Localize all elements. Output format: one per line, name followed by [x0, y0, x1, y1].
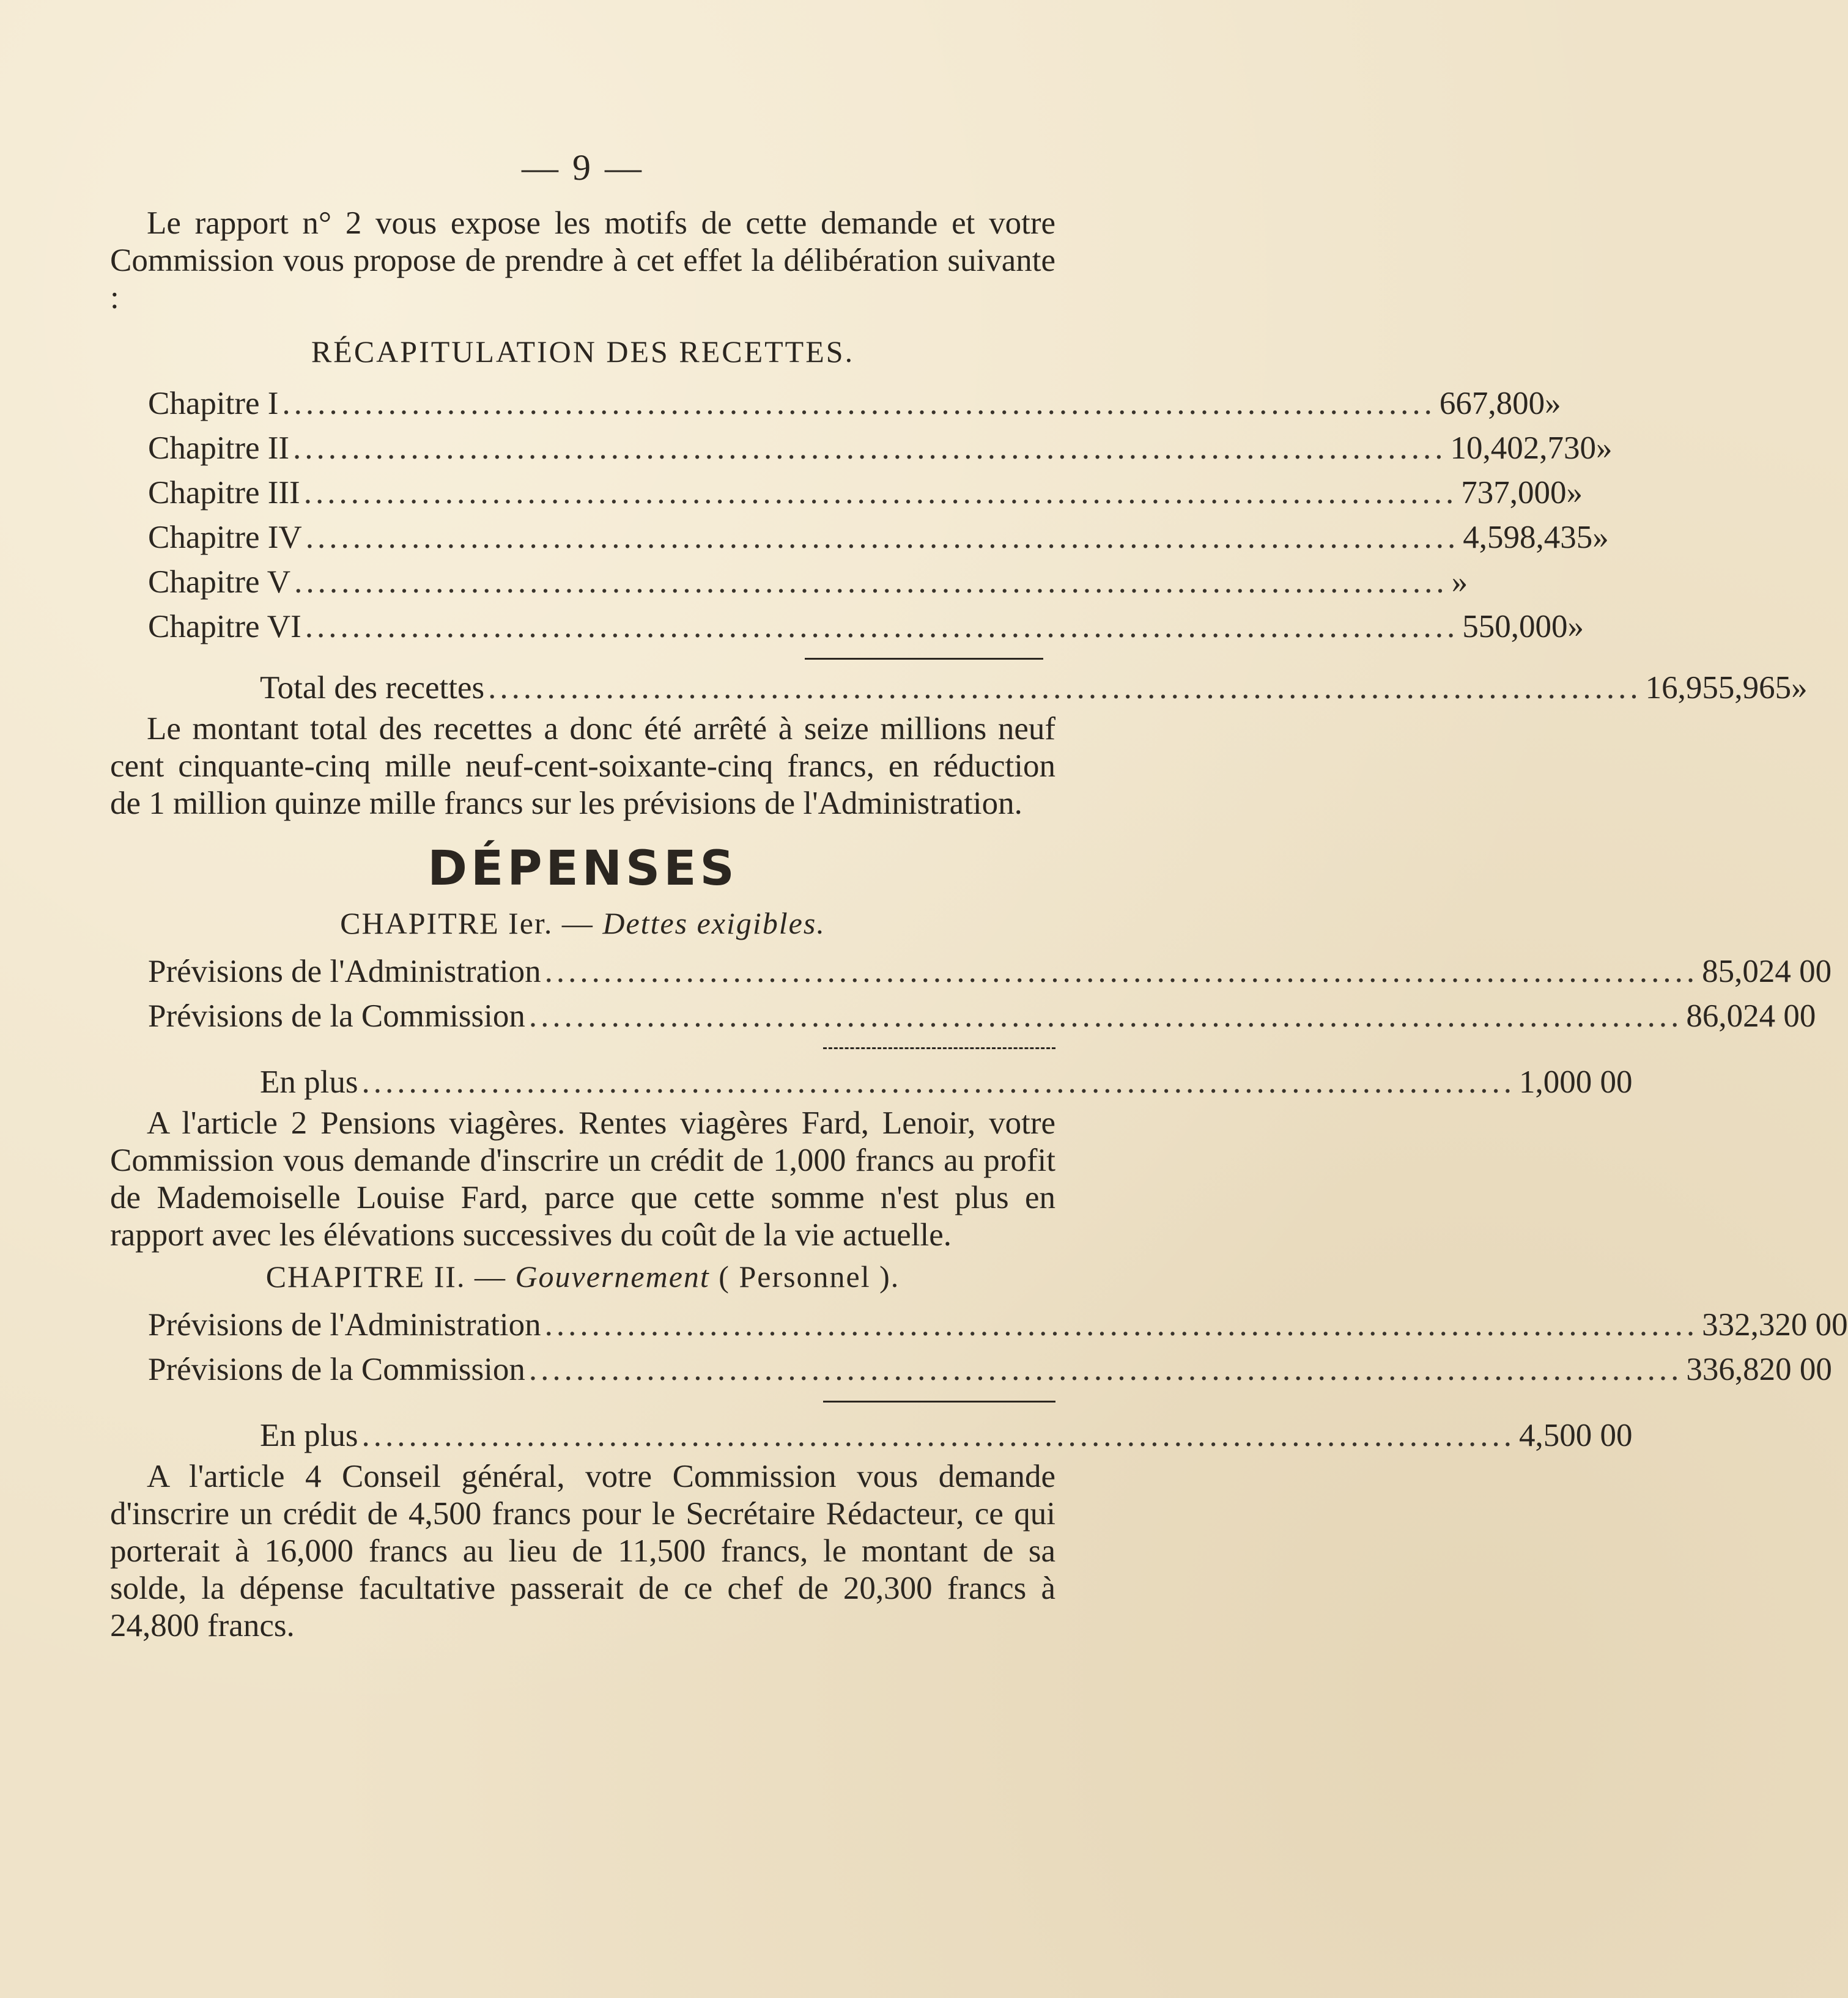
heading-dash: — — [561, 906, 603, 940]
prev-admin-amount: 332,320 00 — [1702, 1307, 1848, 1343]
leader-dots: .................................................................................................. — [303, 475, 1458, 511]
en-plus-row — [260, 1414, 1633, 1458]
chapter-2-heading-extra: ( Personnel ). — [719, 1259, 900, 1294]
depenses-title: DÉPENSES — [427, 841, 738, 896]
total-rule — [805, 658, 1043, 660]
recap-row-mark: » — [1566, 475, 1583, 511]
leader-dots: .................................................................................................. — [544, 1307, 1699, 1343]
leader-dots: .................................................................................................. — [282, 386, 1436, 421]
prev-admin-row — [148, 1303, 1848, 1347]
leader-dots: .................................................................................................. — [528, 998, 1683, 1034]
recap-row — [148, 382, 1561, 426]
recap-row-label: Chapitre VI — [148, 609, 301, 644]
prev-comm-label: Prévisions de la Commission — [148, 998, 525, 1034]
recap-total-row — [260, 666, 1808, 710]
recap-row — [148, 515, 1609, 560]
chapter-1-heading-main: CHAPITRE Ier. — [340, 906, 553, 940]
prev-comm-amount: 336,820 00 — [1686, 1352, 1832, 1387]
recap-row-amount: 550,000 — [1462, 609, 1568, 644]
chapter-2-section — [110, 1255, 1848, 1645]
en-plus-amount: 1,000 00 — [1518, 1064, 1633, 1100]
prev-admin-amount: 85,024 00 — [1702, 954, 1832, 989]
chapter-1-heading-sub: Dettes exigibles. — [602, 906, 826, 940]
recap-row-mark: » — [1567, 609, 1584, 644]
total-mark: » — [1791, 670, 1808, 706]
page-number: — 9 — — [522, 147, 644, 188]
prev-comm-row — [148, 1347, 1832, 1392]
difference-rule — [823, 1047, 1055, 1049]
recap-title: RÉCAPITULATION DES RECETTES. — [311, 334, 855, 369]
difference-rule — [823, 1401, 1055, 1403]
chapter-1-section — [110, 902, 1832, 1254]
recap-row-amount: 737,000 — [1461, 475, 1567, 511]
leader-dots: .................................................................................................. — [294, 564, 1448, 600]
prev-admin-row — [148, 949, 1832, 994]
recap-row-label: Chapitre IV — [148, 520, 302, 555]
total-amount: 16,955,965 — [1645, 670, 1792, 706]
leader-dots: .................................................................................................. — [361, 1064, 1515, 1100]
recap-row — [148, 471, 1583, 515]
prev-admin-label: Prévisions de l'Administration — [148, 1307, 541, 1343]
en-plus-label: En plus — [260, 1064, 358, 1100]
recap-row-mark: » — [1596, 430, 1613, 466]
recap-row — [148, 605, 1584, 649]
chapter-2-heading — [110, 1255, 1055, 1298]
en-plus-row — [260, 1060, 1633, 1105]
intro-paragraph: Le rapport n° 2 vous expose les motifs de cette demande et votre Commission vous propose de prendre à cet effet la délibération suivante : — [110, 205, 1055, 315]
recap-row-amount: 10,402,730 — [1450, 430, 1597, 466]
chapter-1-heading — [110, 902, 1055, 945]
leader-dots: .................................................................................................. — [488, 670, 1642, 706]
recap-row — [148, 426, 1613, 471]
chapter-2-heading-sub: Gouvernement — [515, 1259, 710, 1294]
recap-row-label: Chapitre II — [148, 430, 290, 466]
recap-row-label: Chapitre V — [148, 564, 291, 600]
prev-comm-label: Prévisions de la Commission — [148, 1352, 525, 1387]
prev-comm-row — [148, 994, 1816, 1039]
prev-admin-label: Prévisions de l'Administration — [148, 954, 541, 989]
recap-row — [148, 560, 1468, 605]
total-label: Total des recettes — [260, 670, 485, 706]
chapter-2-heading-main: CHAPITRE II. — [265, 1259, 466, 1294]
leader-dots: .................................................................................................. — [305, 520, 1460, 555]
recap-row-label: Chapitre I — [148, 386, 279, 421]
heading-dash: — — [474, 1259, 516, 1294]
recap-conclusion: Le montant total des recettes a donc été arrêté à seize millions neuf cent cinquante-cinq mille neuf-cent-soixante-cinq francs, en réduction de 1 million quinze mille francs sur les prévisions de l'Administration. — [110, 711, 1055, 821]
recap-row-amount: 4,598,435 — [1463, 520, 1593, 555]
leader-dots: .................................................................................................. — [544, 954, 1699, 989]
leader-dots: .................................................................................................. — [293, 430, 1447, 466]
recap-row-amount: 667,800 — [1439, 386, 1545, 421]
chapter-2-note: A l'article 4 Conseil général, votre Commission vous demande d'inscrire un crédit de 4,500 francs pour le Secrétaire Rédacteur, ce qui porterait à 16,000 francs au lieu de 11,500 francs, le montant de sa solde, la dépense facultative passerait de ce chef de 20,300 francs à 24,800 francs. — [110, 1459, 1055, 1643]
en-plus-label: En plus — [260, 1418, 358, 1453]
prev-comm-amount: 86,024 00 — [1686, 998, 1816, 1034]
en-plus-amount: 4,500 00 — [1518, 1418, 1633, 1453]
chapter-1-note: A l'article 2 Pensions viagères. Rentes viagères Fard, Lenoir, votre Commission vous demande d'inscrire un crédit de 1,000 francs au profit de Mademoiselle Louise Fard, parce que cette somme n'est plus en rapport avec les élévations successives du coût de la vie actuelle. — [110, 1105, 1055, 1253]
recap-row-mark: » — [1545, 386, 1561, 421]
leader-dots: .................................................................................................. — [528, 1352, 1683, 1387]
recap-table — [110, 382, 1808, 710]
leader-dots: .................................................................................................. — [361, 1418, 1515, 1453]
recap-row-label: Chapitre III — [148, 475, 300, 511]
recap-row-mark: » — [1451, 564, 1468, 600]
recap-row-mark: » — [1592, 520, 1609, 555]
leader-dots: .................................................................................................. — [305, 609, 1459, 644]
